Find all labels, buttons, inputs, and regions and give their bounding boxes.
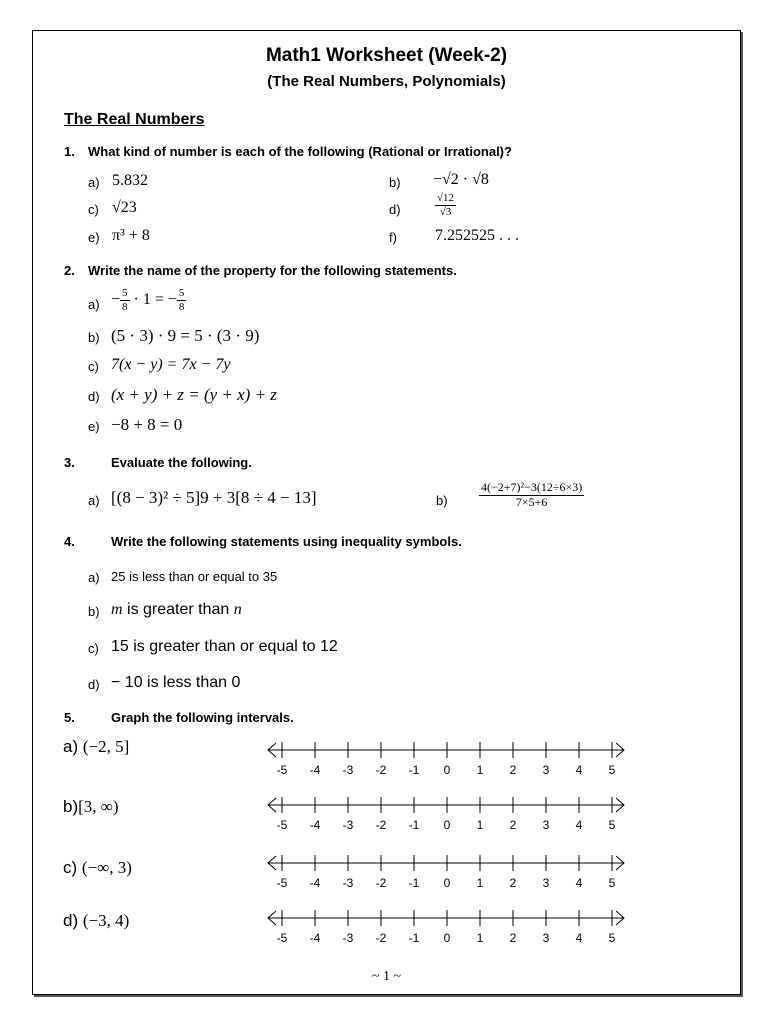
q5a-item xyxy=(63,737,129,757)
tick-label: 3 xyxy=(542,818,550,832)
q1b-label: b) xyxy=(389,175,401,190)
tick-label: -1 xyxy=(408,763,420,777)
tick-label: 1 xyxy=(476,931,484,945)
q2a-label: a) xyxy=(88,297,100,312)
tick-label: 1 xyxy=(476,763,484,777)
q2a-den: 8 xyxy=(122,300,128,313)
tick-label: -5 xyxy=(276,931,288,945)
q2a-num: 5 xyxy=(122,287,128,299)
q4d-label: d) xyxy=(88,677,100,692)
q5a-label: a) xyxy=(63,737,79,756)
q4b-var1: m xyxy=(111,601,123,618)
number-line-svg xyxy=(262,796,632,818)
q2e-label: e) xyxy=(88,419,100,434)
q4d-text: − 10 is less than 0 xyxy=(111,674,241,691)
tick-label: 5 xyxy=(608,931,616,945)
q1d-num: √12 xyxy=(437,192,455,204)
tick-label: -1 xyxy=(408,876,420,890)
tick-label: -2 xyxy=(375,818,387,832)
tick-label: -2 xyxy=(375,763,387,777)
q5-number: 5. xyxy=(64,710,75,725)
q1d-label: d) xyxy=(389,202,401,217)
tick-label: -5 xyxy=(276,818,288,832)
tick-label: 2 xyxy=(509,876,517,890)
number-line-svg xyxy=(262,854,632,876)
tick-label: -2 xyxy=(375,931,387,945)
q2-number: 2. xyxy=(64,263,75,278)
tick-label: -3 xyxy=(342,763,354,777)
q2d-expr: (x + y) + z = (y + x) + z xyxy=(111,385,277,404)
q2b-label: b) xyxy=(88,330,100,345)
q2c-label: c) xyxy=(88,359,99,374)
tick-label: -3 xyxy=(342,931,354,945)
tick-label: -1 xyxy=(408,931,420,945)
number-line-d[interactable] xyxy=(262,909,642,949)
tick-label: -3 xyxy=(342,876,354,890)
tick-label: 2 xyxy=(509,763,517,777)
q2-text: Write the name of the property for the following statements. xyxy=(88,263,457,278)
tick-label: 0 xyxy=(443,763,451,777)
section-title: The Real Numbers xyxy=(64,111,205,128)
tick-label: 5 xyxy=(608,763,616,777)
q3b-num: 4(−2+7)²−3(12÷6×3) xyxy=(481,480,583,494)
tick-label: 4 xyxy=(575,876,583,890)
tick-label: 1 xyxy=(476,876,484,890)
q4b-var2: n xyxy=(233,601,242,618)
tick-label: 4 xyxy=(575,763,583,777)
q3b-expr xyxy=(479,481,584,510)
q2a-expr xyxy=(111,287,186,313)
tick-label: -5 xyxy=(276,763,288,777)
tick-label: 5 xyxy=(608,876,616,890)
q1f-expr: 7.252525 . . . xyxy=(435,227,519,244)
tick-label: 0 xyxy=(443,931,451,945)
page-title: Math1 Worksheet (Week-2) xyxy=(265,45,508,66)
q3-text: Evaluate the following. xyxy=(111,455,252,470)
q5b-expr: [3, ∞) xyxy=(78,797,119,816)
page-subtitle: (The Real Numbers, Polynomials) xyxy=(267,73,506,90)
q1a-label: a) xyxy=(88,175,100,190)
tick-label: 2 xyxy=(509,818,517,832)
q3a-label: a) xyxy=(88,493,100,508)
tick-label: 3 xyxy=(542,763,550,777)
q1f-label: f) xyxy=(389,230,397,245)
q4a-text: 25 is less than or equal to 35 xyxy=(111,569,278,584)
tick-label: 3 xyxy=(542,876,550,890)
q1e-expr: π³ + 8 xyxy=(112,227,150,244)
tick-label: -5 xyxy=(276,876,288,890)
tick-label: -4 xyxy=(309,931,321,945)
tick-label: 0 xyxy=(443,876,451,890)
q5d-label: d) xyxy=(63,911,79,930)
page-number: ~ 1 ~ xyxy=(371,969,402,984)
q1e-label: e) xyxy=(88,230,100,245)
q1d-expr xyxy=(435,192,456,218)
number-line-c[interactable] xyxy=(262,854,642,894)
number-line-svg xyxy=(262,909,632,931)
tick-label: -4 xyxy=(309,763,321,777)
tick-label: 0 xyxy=(443,818,451,832)
tick-label: -1 xyxy=(408,818,420,832)
tick-label: 1 xyxy=(476,818,484,832)
tick-label: -3 xyxy=(342,818,354,832)
number-line-svg xyxy=(262,741,632,763)
worksheet-page xyxy=(32,30,741,995)
q2c-expr: 7(x − y) = 7x − 7y xyxy=(111,356,231,373)
q1-number: 1. xyxy=(64,144,75,159)
tick-label: 4 xyxy=(575,818,583,832)
tick-label: 5 xyxy=(608,818,616,832)
q4a-label: a) xyxy=(88,570,100,585)
q5c-item xyxy=(63,858,132,878)
q2a-num2: 5 xyxy=(178,287,185,299)
q1c-label: c) xyxy=(88,202,99,217)
tick-label: 4 xyxy=(575,931,583,945)
number-line-a[interactable] xyxy=(262,741,642,781)
q4c-label: c) xyxy=(88,641,99,656)
q1d-den: √3 xyxy=(439,205,452,218)
q2e-expr: −8 + 8 = 0 xyxy=(111,415,183,434)
q5b-label: b) xyxy=(63,797,79,816)
q1-text: What kind of number is each of the following (Rational or Irrational)? xyxy=(88,144,512,159)
q5d-item xyxy=(63,911,129,931)
q3b-den: 7×5+6 xyxy=(515,494,548,509)
q4-text: Write the following statements using inequality symbols. xyxy=(111,534,462,549)
q4c-text: 15 is greater than or equal to 12 xyxy=(111,638,338,655)
q4b-label: b) xyxy=(88,604,100,619)
number-line-b[interactable] xyxy=(262,796,642,836)
q2a-den2: 8 xyxy=(178,300,185,313)
q4b-mid: is greater than xyxy=(122,601,234,618)
q4-number: 4. xyxy=(64,534,75,549)
tick-label: -4 xyxy=(309,818,321,832)
tick-label: -2 xyxy=(375,876,387,890)
q3b-label: b) xyxy=(436,493,448,508)
q5a-expr: (−2, 5] xyxy=(82,737,130,756)
q2b-expr: (5 · 3) · 9 = 5 · (3 · 9) xyxy=(111,326,260,345)
q1b-expr: −√2 · √8 xyxy=(433,171,489,188)
q2a-pre: − xyxy=(111,290,121,308)
q5c-expr: (−∞, 3) xyxy=(81,858,132,877)
q4b-text xyxy=(111,601,242,619)
q5d-expr: (−3, 4) xyxy=(82,911,130,930)
q3a-expr: [(8 − 3)² ÷ 5]9 + 3[8 ÷ 4 − 13] xyxy=(111,488,317,507)
q2a-mid: · 1 = − xyxy=(129,290,177,308)
q1a-expr: 5.832 xyxy=(112,172,148,189)
q2d-label: d) xyxy=(88,389,100,404)
q5b-item xyxy=(63,797,119,817)
q5-text: Graph the following intervals. xyxy=(111,710,294,725)
q3-number: 3. xyxy=(64,455,75,470)
tick-label: 3 xyxy=(542,931,550,945)
q1c-expr: √23 xyxy=(112,199,137,216)
tick-label: 2 xyxy=(509,931,517,945)
q5c-label: c) xyxy=(63,858,78,877)
tick-label: -4 xyxy=(309,876,321,890)
